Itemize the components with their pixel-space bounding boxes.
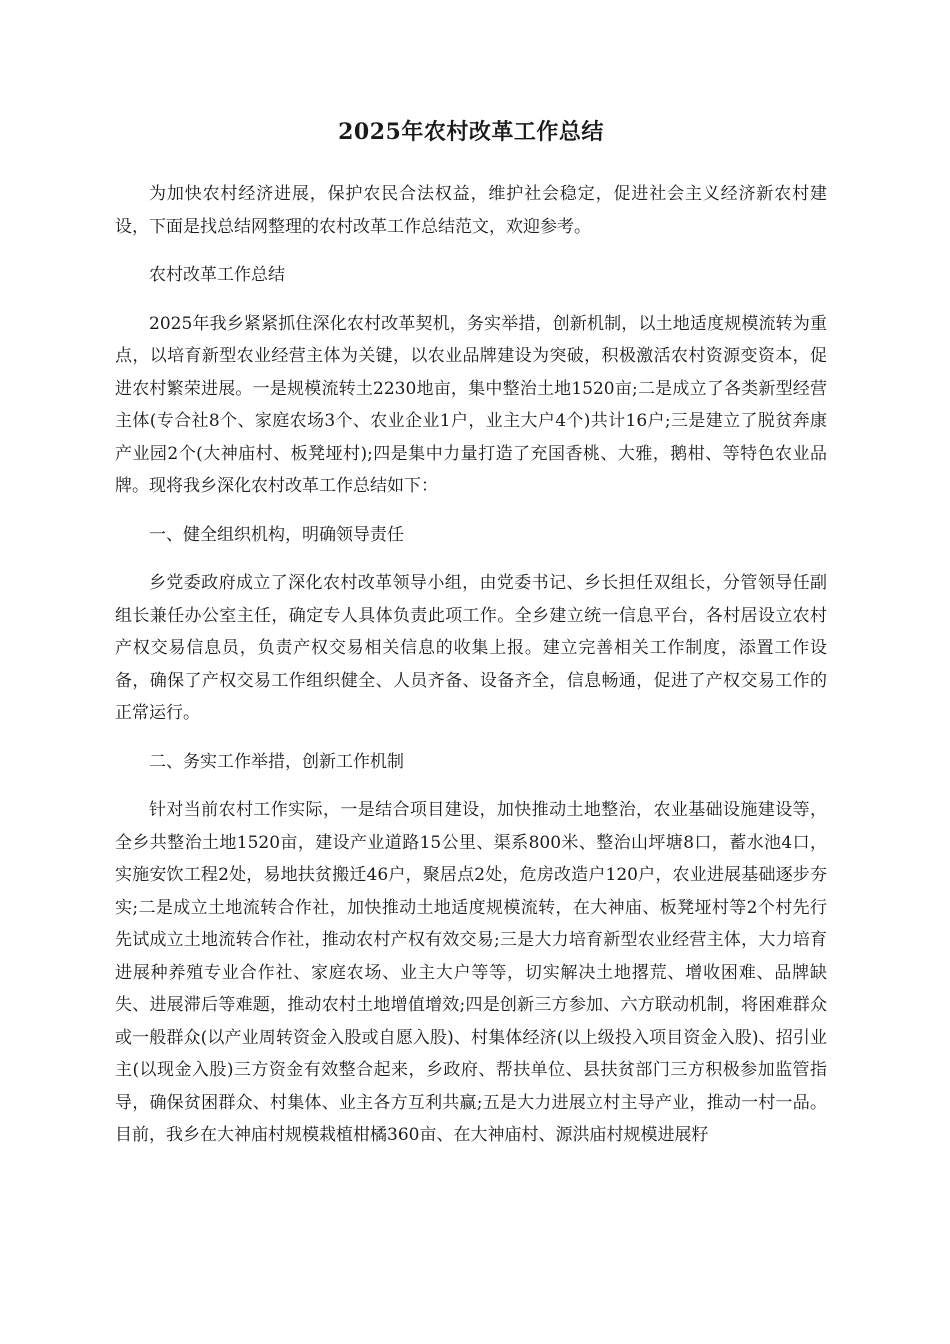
document-page [115,112,827,1168]
document-title: 2025年农村改革工作总结 [338,119,604,145]
section-heading-2: 二、务实工作举措，创新工作机制 [149,751,404,772]
organization-paragraph: 乡党委政府成立了深化农村改革领导小组，由党委书记、乡长担任双组长，分管领导任副组长兼任办公室主任，确定专人具体负责此项工作。全乡建立统一信息平台，各村居设立农村产权交易信息员，负责产权交易相关信息的收集上报。建立完善相关工作制度，添置工作设备，确保了产权交易工作组织健全、人员齐备、设备齐全，信息畅通，促进了产权交易工作的正常运行。 [115,573,827,723]
section-heading-1: 一、健全组织机构，明确领导责任 [149,524,404,545]
summary-paragraph: 2025年我乡紧紧抓住深化农村改革契机，务实举措，创新机制，以土地适度规模流转为重点，以培育新型农业经营主体为关键，以农业品牌建设为突破，积极激活农村资源变资本，促进农村繁荣进展。一是规模流转土2230地亩，集中整治土地1520亩;二是成立了各类新型经营主体(专合社8个、家庭农场3个、农业企业1户，业主大户4个)共计16户;三是建立了脱贫奔康产业园2个(大神庙村、板凳垭村);四是集中力量打造了充国香桃、大雅，鹅柑、等特色农业品牌。现将我乡深化农村改革工作总结如下： [115,313,827,496]
intro-paragraph: 为加快农村经济进展，保护农民合法权益，维护社会稳定，促进社会主义经济新农村建设，下面是找总结网整理的农村改革工作总结范文，欢迎参考。 [115,184,827,237]
measures-paragraph: 针对当前农村工作实际，一是结合项目建设，加快推动土地整治，农业基础设施建设等，全乡共整治土地1520亩，建设产业道路15公里、渠系800米、整治山坪塘8口，蓄水池4口，实施安饮工程2处，易地扶贫搬迁46户，聚居点2处，危房改造户120户，农业进展基础逐步夯实;二是成立土地流转合作社，加快推动土地适度规模流转，在大神庙、板凳垭村等2个村先行先试成立土地流转合作社，推动农村产权有效交易;三是大力培育新型农业经营主体，大力培育进展种养殖专业合作社、家庭农场、业主大户等等，切实解决土地撂荒、增收困难、品牌缺失、进展滞后等难题，推动农村土地增值增效;四是创新三方参加、六方联动机制，将困难群众或一般群众(以产业周转资金入股或自愿入股)、村集体经济(以上级投入项目资金入股)、招引业主(以现金入股)三方资金有效整合起来，乡政府、帮扶单位、县扶贫部门三方积极参加监管指导，确保贫困群众、村集体、业主各方互利共赢;五是大力进展立村主导产业，推动一村一品。目前，我乡在大神庙村规模栽植柑橘360亩、在大神庙村、源洪庙村规模进展籽 [115,800,827,1145]
section-subtitle: 农村改革工作总结 [149,265,285,285]
